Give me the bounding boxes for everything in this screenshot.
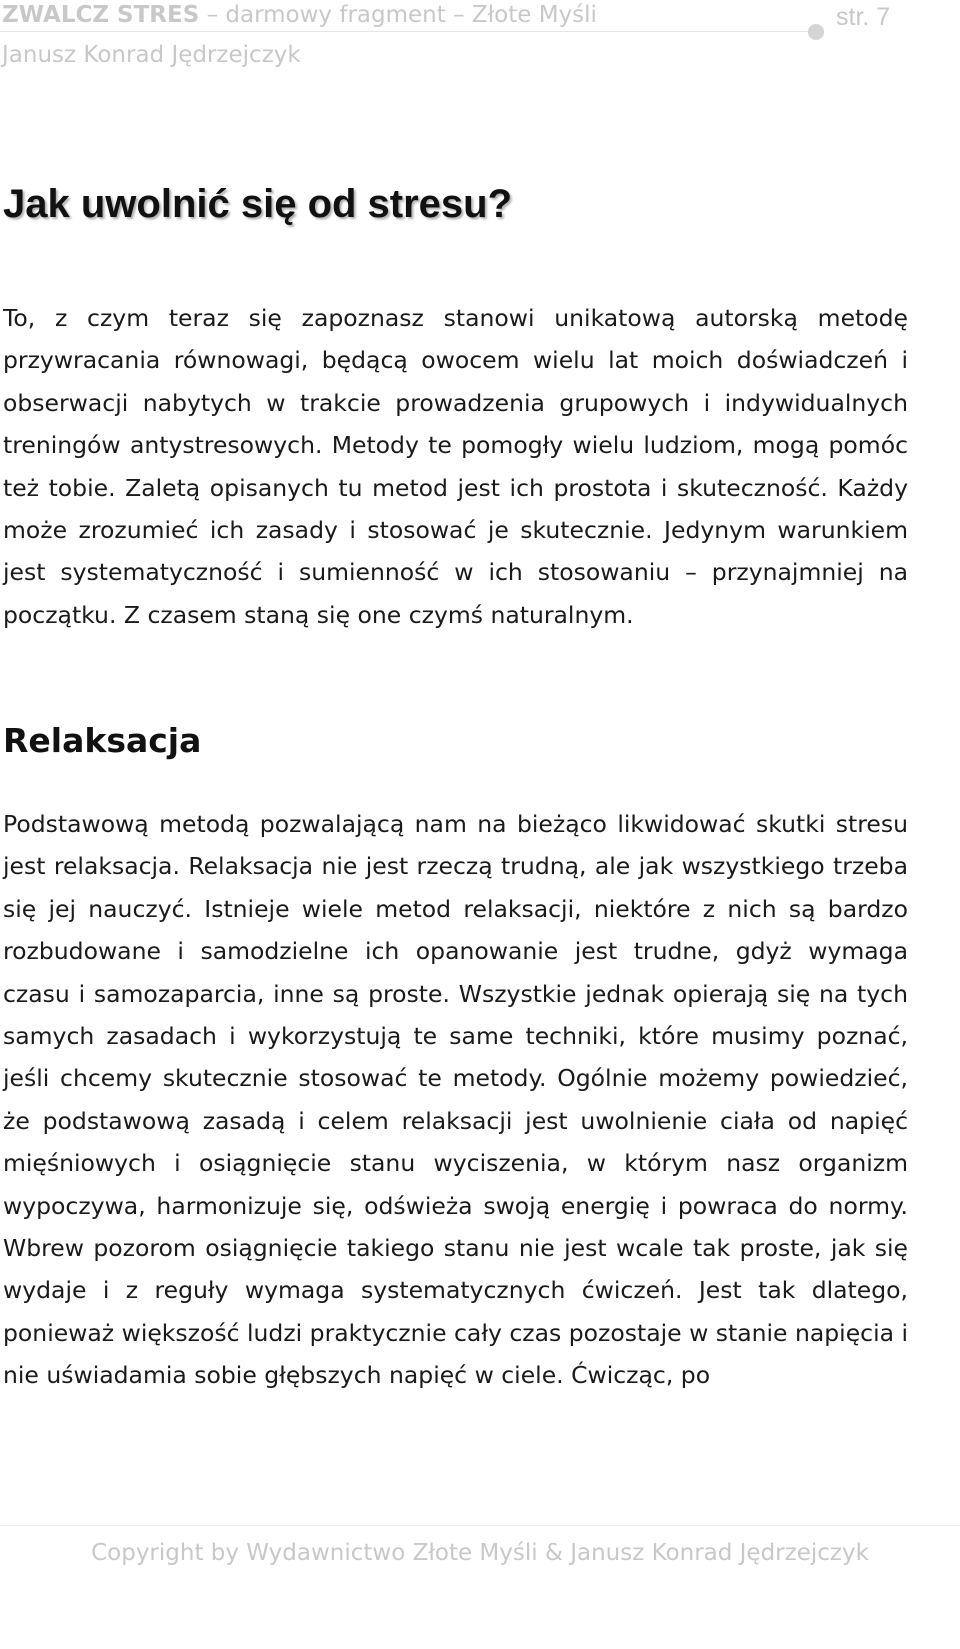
footer-copyright: Copyright by Wydawnictwo Złote Myśli & Janusz Konrad Jędrzejczyk <box>91 1540 869 1566</box>
intro-paragraph: To, z czym teraz się zapoznasz stanowi unikatową autorską metodę przywracania równowagi, będącą owocem wielu lat moich doświadczeń i obserwacji nabytych w trakcie prowadzenia grupowych i indywidualnych treningów antystresowych. Metody te pomogły wielu ludziom, mogą pomóc też tobie. Zaletą opisanych tu metod jest ich prostota i skuteczność. Każdy może zrozumieć ich zasady i stosować je skutecznie. Jedynym warunkiem jest systematyczność i sumienność w ich stosowaniu – przynajmniej na początku. Z czasem staną się one czymś naturalnym. <box>3 304 908 629</box>
header-author: Janusz Konrad Jędrzejczyk <box>2 42 301 68</box>
page-header <box>0 0 960 70</box>
book-title: ZWALCZ STRES <box>2 2 200 28</box>
section-heading: Relaksacja <box>3 721 202 760</box>
page-title: Jak uwolnić się od stresu? <box>3 182 513 226</box>
header-title <box>2 0 597 30</box>
section-paragraph: Podstawową metodą pozwalającą nam na bieżąco likwidować skutki stresu jest relaksacja. Relaksacja nie jest rzeczą trudną, ale jak wszystkiego trzeba się jej nauczyć. Istnieje wiele metod relaksacji, niektóre z nich są bardzo rozbudowane i samodzielne ich opanowanie jest trudne, gdyż wymaga czasu i samozaparcia, inne są proste. Wszystkie jednak opierają się na tych samych zasadach i wykorzystują te same techniki, które musimy poznać, jeśli chcemy skutecznie stosować te metody. Ogólnie możemy powiedzieć, że podstawową zasadą i celem relaksacji jest uwolnienie ciała od napięć mięśniowych i osiągnięcie stanu wyciszenia, w którym nasz organizm wypoczywa, harmonizuje się, odświeża swoją energię i powraca do normy. Wbrew pozorom osiągnięcie takiego stanu nie jest wcale tak proste, jak się wydaje i z reguły wymaga systematycznych ćwiczeń. Jest tak dlatego, ponieważ większość ludzi praktycznie cały czas pozostaje w stanie napięcia i nie uświadamia sobie głębszych napięć w ciele. Ćwicząc, po <box>3 810 909 1390</box>
page-number: str. 7 <box>836 3 891 31</box>
footer-divider <box>0 1525 960 1526</box>
header-subtitle: – darmowy fragment – Złote Myśli <box>199 2 597 28</box>
header-bullet-icon <box>808 24 824 40</box>
header-left <box>2 0 597 70</box>
header-divider <box>0 31 808 32</box>
